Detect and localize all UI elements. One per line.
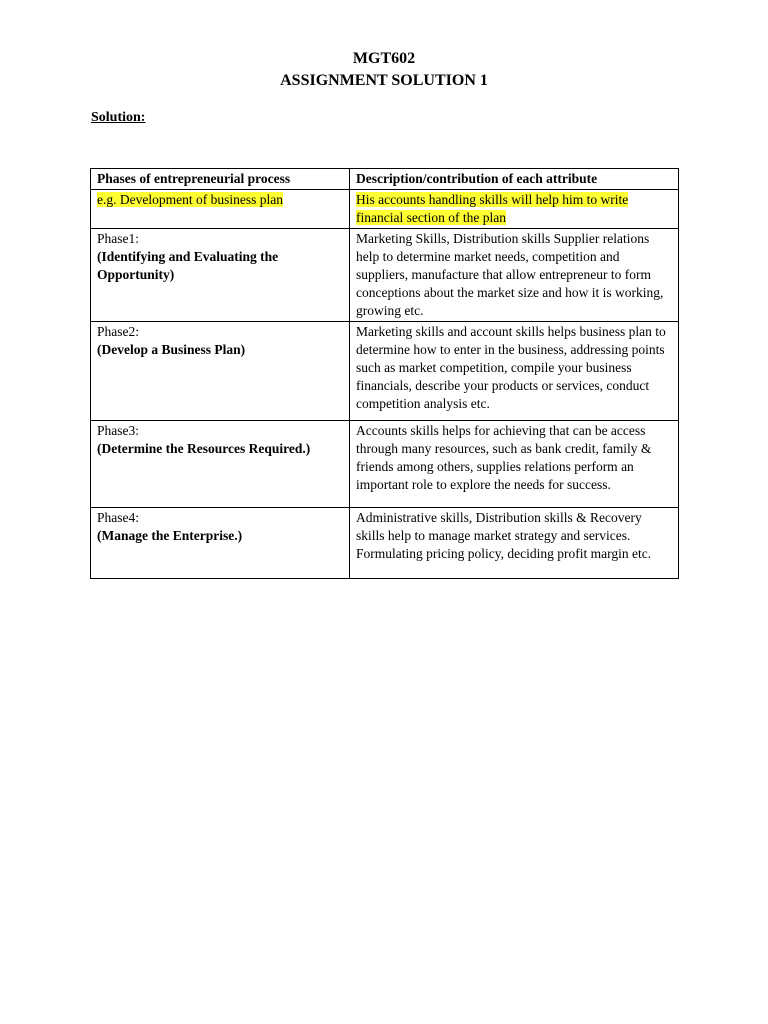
column-header-phases: Phases of entrepreneurial process: [91, 169, 350, 190]
table-row-example: [91, 190, 679, 229]
phase-cell: [91, 421, 350, 508]
table-row: [91, 322, 679, 421]
course-code: MGT602: [352, 50, 416, 67]
example-description-cell: [350, 190, 679, 229]
example-phase-cell: [91, 190, 350, 229]
description-cell: Administrative skills, Distribution skills & Recovery skills help to manage market strategy and services. Formulating pricing policy, deciding profit margin etc.: [350, 508, 679, 579]
description-cell: Marketing Skills, Distribution skills Supplier relations help to determine market needs, competition and suppliers, manufacture that allow entrepreneur to form conceptions about the market size and how it is working, growing etc.: [350, 229, 679, 322]
phase-name: (Determine the Resources Required.): [97, 441, 311, 456]
table-row: [91, 229, 679, 322]
phase-label: Phase4:: [97, 510, 139, 525]
description-cell: Accounts skills helps for achieving that can be access through many resources, such as bank credit, family & friends among others, supplies relations perform an important role to explore the needs for success.: [350, 421, 679, 508]
description-cell: Marketing skills and account skills helps business plan to determine how to enter in the business, addressing points such as market competition, compile your business financials, describe your products or services, conduct competition analysis etc.: [350, 322, 679, 421]
phase-cell: [91, 322, 350, 421]
table-row: [91, 421, 679, 508]
phase-cell: [91, 508, 350, 579]
solution-label: Solution:: [91, 110, 146, 125]
phase-label: Phase2:: [97, 324, 139, 339]
column-header-description: Description/contribution of each attribute: [350, 169, 679, 190]
phase-cell: [91, 229, 350, 322]
assignment-title: ASSIGNMENT SOLUTION 1: [280, 72, 488, 89]
phase-name: (Manage the Enterprise.): [97, 528, 243, 543]
example-description-text: His accounts handling skills will help him to write financial section of the plan: [356, 192, 629, 225]
phase-name: (Develop a Business Plan): [97, 342, 246, 357]
phase-label: Phase1:: [97, 231, 139, 246]
example-phase-text: e.g. Development of business plan: [97, 192, 283, 207]
title-block: [0, 48, 768, 92]
phases-table: [90, 168, 679, 579]
table-row: [91, 508, 679, 579]
table-header-row: [91, 169, 679, 190]
phase-name: (Identifying and Evaluating the Opportunity): [97, 249, 279, 282]
phase-label: Phase3:: [97, 423, 139, 438]
